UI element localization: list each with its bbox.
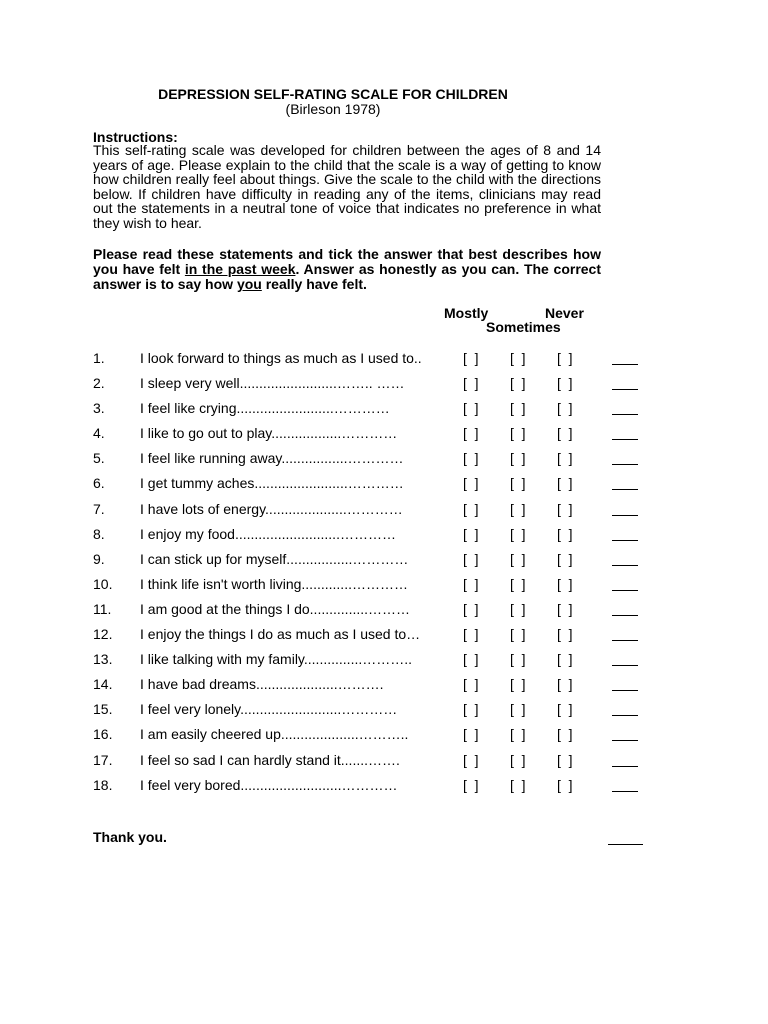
checkbox-mostly[interactable]: [ ]	[463, 375, 479, 392]
checkbox-mostly[interactable]: [ ]	[463, 701, 479, 718]
item-number: 7.	[93, 500, 105, 517]
list-item	[0, 425, 768, 450]
prompt-paragraph	[93, 247, 601, 292]
column-header-never: Never	[545, 305, 584, 321]
checkbox-mostly[interactable]: [ ]	[463, 651, 479, 668]
score-blank[interactable]	[612, 615, 638, 616]
checkbox-never[interactable]: [ ]	[557, 626, 573, 643]
item-list	[0, 350, 768, 802]
list-item	[0, 576, 768, 601]
checkbox-never[interactable]: [ ]	[557, 450, 573, 467]
score-blank[interactable]	[612, 766, 638, 767]
item-number: 5.	[93, 450, 105, 467]
list-item	[0, 676, 768, 701]
checkbox-never[interactable]: [ ]	[557, 350, 573, 366]
item-number: 3.	[93, 400, 105, 417]
score-blank[interactable]	[612, 439, 638, 440]
list-item	[0, 400, 768, 425]
checkbox-mostly[interactable]: [ ]	[463, 751, 479, 768]
checkbox-never[interactable]: [ ]	[557, 525, 573, 542]
checkbox-mostly[interactable]: [ ]	[463, 525, 479, 542]
prompt-emphasis-you: you	[236, 276, 262, 292]
document-subtitle: (Birleson 1978)	[285, 101, 381, 117]
item-number: 18.	[93, 776, 113, 793]
prompt-emphasis-past-week: in the past week	[184, 261, 296, 277]
score-blank[interactable]	[612, 489, 638, 490]
checkbox-mostly[interactable]: [ ]	[463, 676, 479, 693]
checkbox-sometimes[interactable]: [ ]	[510, 726, 526, 743]
checkbox-sometimes[interactable]: [ ]	[510, 751, 526, 768]
instructions-heading: Instructions:	[93, 129, 178, 145]
checkbox-sometimes[interactable]: [ ]	[510, 500, 526, 517]
item-number: 2.	[93, 375, 105, 392]
checkbox-never[interactable]: [ ]	[557, 425, 573, 442]
item-number: 9.	[93, 550, 105, 567]
item-statement: I can stick up for myself.................…………	[140, 550, 409, 567]
checkbox-sometimes[interactable]: [ ]	[510, 425, 526, 442]
list-item	[0, 350, 768, 375]
score-blank[interactable]	[612, 791, 638, 792]
checkbox-sometimes[interactable]: [ ]	[510, 475, 526, 492]
item-statement: I get tummy aches........................…………	[140, 475, 404, 492]
item-number: 11.	[93, 600, 112, 617]
item-statement: I feel like crying.........................…………	[140, 400, 390, 417]
column-header-sometimes: Sometimes	[486, 319, 561, 335]
list-item	[0, 501, 768, 526]
checkbox-sometimes[interactable]: [ ]	[510, 400, 526, 417]
checkbox-sometimes[interactable]: [ ]	[510, 350, 526, 366]
prompt-part-3: . Answer as honestly as you can. The correct answer is to say how	[93, 261, 601, 292]
item-number: 13.	[93, 651, 113, 668]
checkbox-never[interactable]: [ ]	[557, 375, 573, 392]
checkbox-never[interactable]: [ ]	[557, 726, 573, 743]
checkbox-sometimes[interactable]: [ ]	[510, 575, 526, 592]
item-statement: I am easily cheered up....................………..	[140, 726, 409, 743]
score-blank[interactable]	[612, 414, 638, 415]
checkbox-mostly[interactable]: [ ]	[463, 626, 479, 643]
item-number: 10.	[93, 575, 113, 592]
score-blank[interactable]	[612, 389, 638, 390]
thank-you: Thank you.	[93, 829, 167, 845]
list-item	[0, 450, 768, 475]
checkbox-sometimes[interactable]: [ ]	[510, 626, 526, 643]
checkbox-mostly[interactable]: [ ]	[463, 575, 479, 592]
prompt-part-5: really have felt.	[261, 276, 367, 292]
score-blank[interactable]	[612, 540, 638, 541]
checkbox-mostly[interactable]: [ ]	[463, 350, 479, 366]
item-number: 12.	[93, 626, 113, 643]
item-statement: I have bad dreams.....................……….	[140, 676, 384, 693]
checkbox-sometimes[interactable]: [ ]	[510, 676, 526, 693]
checkbox-mostly[interactable]: [ ]	[463, 600, 479, 617]
item-statement: I sleep very well.........................…….. ……	[140, 375, 405, 392]
score-blank[interactable]	[612, 690, 638, 691]
item-statement: I like talking with my family...............………..	[140, 651, 413, 668]
total-score-blank[interactable]	[608, 844, 643, 845]
checkbox-sometimes[interactable]: [ ]	[510, 600, 526, 617]
checkbox-sometimes[interactable]: [ ]	[510, 550, 526, 567]
item-number: 8.	[93, 525, 105, 542]
list-item	[0, 651, 768, 676]
checkbox-sometimes[interactable]: [ ]	[510, 701, 526, 718]
checkbox-never[interactable]: [ ]	[557, 751, 573, 768]
instructions-body: This self-rating scale was developed for children between the ages of 8 and 14 years of age. Please explain to the child that the scale is a way of getting to know how children really feel about things. Give the scale to the child with the directions below. If children have difficulty in reading any of the items, clinicians may read out the statements in a neutral tone of voice that indicates no preference in what they wish to hear.	[93, 142, 601, 231]
list-item	[0, 601, 768, 626]
checkbox-never[interactable]: [ ]	[557, 701, 573, 718]
item-statement: I feel so sad I can hardly stand it.......…….	[140, 751, 400, 768]
column-header-mostly: Mostly	[444, 305, 489, 321]
checkbox-never[interactable]: [ ]	[557, 475, 573, 492]
list-item	[0, 526, 768, 551]
list-item	[0, 375, 768, 400]
score-blank[interactable]	[612, 565, 638, 566]
list-item	[0, 752, 768, 777]
prompt-part-1: Please read these statements and tick the answer that best describes how you have felt	[93, 246, 601, 277]
score-blank[interactable]	[612, 464, 638, 465]
item-statement: I feel like running away.................…………	[140, 450, 404, 467]
score-blank[interactable]	[612, 640, 638, 641]
checkbox-mostly[interactable]: [ ]	[463, 425, 479, 442]
checkbox-never[interactable]: [ ]	[557, 676, 573, 693]
item-statement: I feel very bored..........................…………	[140, 776, 398, 793]
checkbox-sometimes[interactable]: [ ]	[510, 375, 526, 392]
checkbox-never[interactable]: [ ]	[557, 550, 573, 567]
document-title: DEPRESSION SELF-RATING SCALE FOR CHILDREN	[158, 86, 508, 102]
checkbox-never[interactable]: [ ]	[557, 651, 573, 668]
checkbox-sometimes[interactable]: [ ]	[510, 525, 526, 542]
item-statement: I think life isn't worth living.............…………	[140, 575, 408, 592]
list-item	[0, 475, 768, 500]
checkbox-mostly[interactable]: [ ]	[463, 726, 479, 743]
item-number: 1.	[93, 350, 105, 366]
score-blank[interactable]	[612, 515, 638, 516]
item-number: 17.	[93, 751, 113, 768]
checkbox-mostly[interactable]: [ ]	[463, 400, 479, 417]
item-statement: I enjoy my food...........................…………	[140, 525, 396, 542]
checkbox-mostly[interactable]: [ ]	[463, 500, 479, 517]
score-blank[interactable]	[612, 590, 638, 591]
item-statement: I have lots of energy.....................…………	[140, 500, 403, 517]
item-number: 14.	[93, 676, 113, 693]
checkbox-sometimes[interactable]: [ ]	[510, 450, 526, 467]
score-blank[interactable]	[612, 364, 638, 365]
item-number: 16.	[93, 726, 113, 743]
item-number: 15.	[93, 701, 113, 718]
checkbox-never[interactable]: [ ]	[557, 600, 573, 617]
score-blank[interactable]	[612, 715, 638, 716]
item-statement: I look forward to things as much as I used to..	[140, 350, 422, 366]
checkbox-sometimes[interactable]: [ ]	[510, 776, 526, 793]
score-blank[interactable]	[612, 665, 638, 666]
score-blank[interactable]	[612, 740, 638, 741]
list-item	[0, 726, 768, 751]
item-number: 6.	[93, 475, 105, 492]
item-statement: I enjoy the things I do as much as I used to…	[140, 626, 421, 643]
list-item	[0, 777, 768, 802]
item-statement: I am good at the things I do...............………	[140, 600, 411, 617]
list-item	[0, 626, 768, 651]
checkbox-never[interactable]: [ ]	[557, 400, 573, 417]
checkbox-never[interactable]: [ ]	[557, 500, 573, 517]
checkbox-never[interactable]: [ ]	[557, 575, 573, 592]
checkbox-mostly[interactable]: [ ]	[463, 475, 479, 492]
checkbox-mostly[interactable]: [ ]	[463, 550, 479, 567]
item-statement: I like to go out to play..................…………	[140, 425, 398, 442]
checkbox-never[interactable]: [ ]	[557, 776, 573, 793]
item-number: 4.	[93, 425, 105, 442]
item-statement: I feel very lonely..........................…………	[140, 701, 398, 718]
list-item	[0, 701, 768, 726]
checkbox-mostly[interactable]: [ ]	[463, 776, 479, 793]
checkbox-sometimes[interactable]: [ ]	[510, 651, 526, 668]
list-item	[0, 551, 768, 576]
checkbox-mostly[interactable]: [ ]	[463, 450, 479, 467]
